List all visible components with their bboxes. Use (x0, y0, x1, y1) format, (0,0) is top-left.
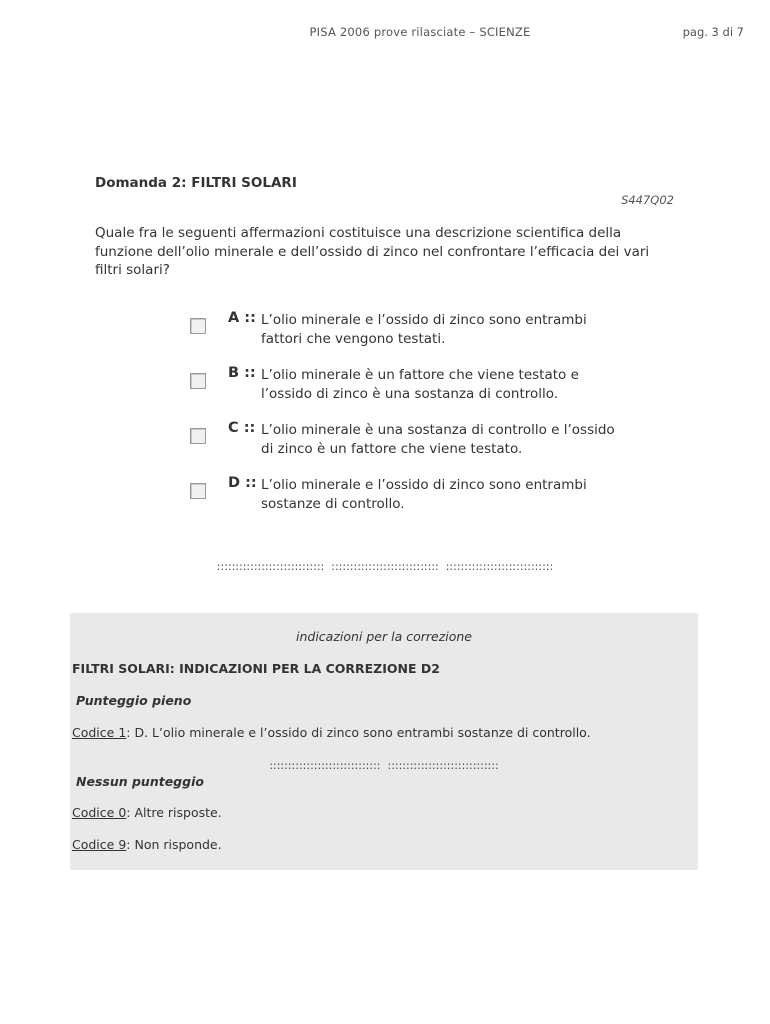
code-9-label: Codice 9 (72, 837, 127, 852)
option-b-letter: B :: (228, 365, 256, 381)
option-a-letter: A :: (228, 310, 256, 326)
code-1-text: : D. L’olio minerale e l’ossido di zinco sono entrambi sostanze di controllo. (126, 725, 591, 740)
question-title: Domanda 2: FILTRI SOLARI (95, 175, 297, 191)
code-9-text: : Non risponde. (126, 837, 222, 852)
checkbox-b[interactable] (190, 373, 206, 389)
correction-box (70, 613, 698, 870)
question-code: S447Q02 (621, 193, 674, 207)
correction-separator: :::::::::::::::::::::::::::::: :::::::::::::::::::::::::::::: (269, 759, 499, 772)
full-score-label: Punteggio pieno (76, 693, 192, 708)
option-a-text: L’olio minerale e l’ossido di zinco sono entrambi fattori che vengono testati. (261, 312, 587, 347)
option-c[interactable] (188, 420, 628, 475)
answer-options (188, 310, 628, 530)
section-separator: ::::::::::::::::::::::::::::: ::::::::::::::::::::::::::::: ::::::::::::::::::::::::::::: (216, 560, 554, 573)
option-a[interactable] (188, 310, 628, 365)
checkbox-c[interactable] (190, 428, 206, 444)
code-0-text: : Altre risposte. (126, 805, 222, 820)
question-text: Quale fra le seguenti affermazioni costituisce una descrizione scientifica della funzione dell’olio minerale e dell’ossido di zinco nel confrontare l’efficacia dei vari filtri solari? (95, 225, 650, 278)
option-d[interactable] (188, 475, 628, 530)
correction-heading: FILTRI SOLARI: INDICAZIONI PER LA CORREZIONE D2 (72, 661, 440, 676)
option-c-text: L’olio minerale è una sostanza di controllo e l’ossido di zinco è un fattore che viene testato. (261, 422, 615, 457)
option-b[interactable] (188, 365, 628, 420)
option-b-text: L’olio minerale è un fattore che viene testato e l’ossido di zinco è una sostanza di controllo. (261, 367, 579, 402)
correction-title: indicazioni per la correzione (295, 629, 472, 644)
option-c-letter: C :: (228, 420, 256, 436)
header-title: PISA 2006 prove rilasciate – SCIENZE (309, 25, 531, 39)
code-0-label: Codice 0 (72, 805, 127, 820)
no-score-label: Nessun punteggio (76, 774, 204, 789)
option-d-letter: D :: (228, 475, 257, 491)
code-1-label: Codice 1 (72, 725, 127, 740)
option-d-text: L’olio minerale e l’ossido di zinco sono entrambi sostanze di controllo. (261, 477, 587, 512)
code-0-line (72, 805, 222, 820)
code-9-line (72, 837, 222, 852)
checkbox-a[interactable] (190, 318, 206, 334)
code-1-line (72, 725, 591, 740)
page-number: pag. 3 di 7 (682, 25, 744, 39)
checkbox-d[interactable] (190, 483, 206, 499)
